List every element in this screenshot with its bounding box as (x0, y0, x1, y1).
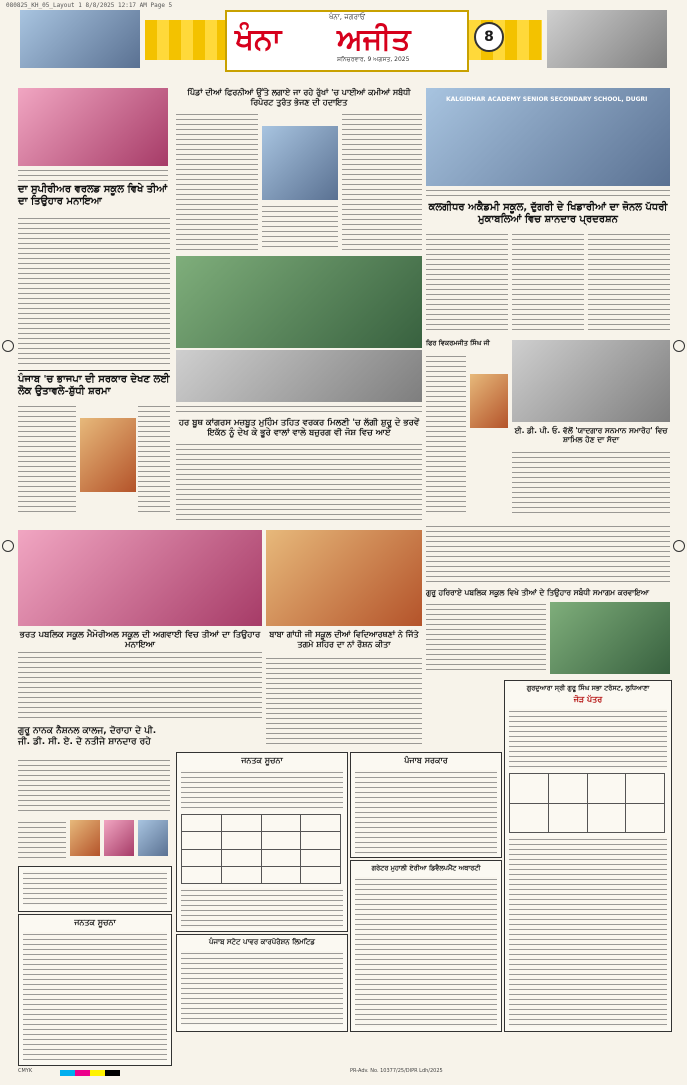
authority-title: ਗਰੇਟਰ ਮੁਹਾਲੀ ਏਰੀਆ ਡਿਵੈਲਪਮੈਂਟ ਅਥਾਰਟੀ (371, 864, 481, 872)
right-small-body (512, 450, 670, 514)
left1-body (18, 216, 170, 366)
bottom-left2-headline: ਗੁਰੂ ਨਾਨਕ ਨੈਸ਼ਨਲ ਕਾਲਜ, ਦੋਰਾਹਾ ਦੇ ਪੀ. ਜੀ. ਡੀ. ਸੀ. ਏ. ਦੇ ਨਤੀਜੇ ਸ਼ਾਨਦਾਰ ਰਹੇ (18, 726, 157, 747)
left2-headline: ਪੰਜਾਬ 'ਚ ਭਾਜਪਾ ਦੀ ਸਰਕਾਰ ਦੇਖਣ ਲਈ ਲੋਕ ਉਤਾਵਲੇ-ਸ਼ੁੱਧੀ ਸ਼ਰਮਾ (18, 374, 170, 397)
masthead-kicker: ਖੰਨਾ, ਜਗਰਾਓਂ (328, 13, 366, 21)
print-reference: PR-Adv. No. 10377/25/DIPR Ldh/2025 (350, 1068, 443, 1074)
masthead-title-box (225, 10, 469, 72)
gurdwara-table (509, 773, 665, 833)
gurdwara-title: ਗੁਰਦੁਆਰਾ ਸ੍ਰੀ ਗੁਰੂ ਸਿੰਘ ਸਭਾ ਟਰੱਸਟ, ਲੁਧਿਆਣਾ (526, 684, 650, 692)
bottom-right-body (426, 602, 546, 674)
kalgidhar-banner: KALGIDHAR ACADEMY SENIOR SECONDARY SCHOOL, DUGRI (446, 96, 648, 103)
page-number: 8 (474, 22, 504, 52)
bottom-center-body (266, 656, 422, 746)
center-mid-headline: ਹਰ ਬੂਥ ਕਾਂਗਰਸ ਮਜ਼ਬੂਤ ਮੁਹਿੰਮ ਤਹਿਤ ਵਰਕਰ ਮਿਲਣੀ 'ਚ ਲੱਗੀ ਸ਼ੁਰੂ ਦੇ ਭਰਵੇਂ ਇਕੱਠ ਨੂੰ ਦੇਖ ਕੇ ਭੂਰੇ ਵਾਲਾਂ ਵਾਲੇ ਬਜ਼ੁਰਗ ਵੀ ਜੋਸ਼ ਵਿਚ ਆਏ (178, 418, 420, 439)
top-center-body-3 (342, 112, 422, 252)
bottom-left-headline: ਭਰਤ ਪਬਲਿਕ ਸਕੂਲ ਮੈਮੋਰੀਅਲ ਸਕੂਲ ਦੀ ਅਗਵਾਈ ਵਿਚ ਤੀਆਂ ਦਾ ਤਿਉਹਾਰ ਮਨਾਇਆ (19, 630, 261, 651)
group-photo-2 (176, 350, 422, 402)
official-photo (262, 126, 338, 200)
photo-caption (176, 404, 422, 414)
govt-notice-title: ਪੰਜਾਬ ਸਰਕਾਰ (404, 756, 448, 765)
tender-notice (176, 752, 348, 932)
tender-title: ਜਨਤਕ ਸੂਚਨਾ (241, 756, 283, 765)
photo-caption (426, 188, 670, 198)
gurdwara-text-2 (509, 837, 667, 1027)
registration-mark (2, 340, 14, 352)
small-headline: ਫਿਰ ਵਿਕਰਮਜੀਤ ਸਿੰਘ ਜੀ (426, 339, 490, 347)
teej-event-photo (550, 602, 670, 674)
color-bar-label: CMYK (18, 1068, 33, 1074)
tender-text (181, 770, 343, 810)
left1-headline: ਦਾ ਸੁਪੀਰੀਅਰ ਵਰਲਡ ਸਕੂਲ ਵਿਖੇ ਤੀਆਂ ਦਾ ਤਿਉਹਾਰ ਮਨਾਇਆ (18, 184, 168, 207)
govt-notice-text (355, 770, 497, 854)
masthead-left-photo (20, 10, 140, 68)
portrait-photo (470, 374, 508, 428)
tender-text (181, 888, 343, 928)
right-col-body (426, 354, 466, 514)
right1-body-2 (512, 232, 584, 332)
top-center-body (176, 112, 258, 252)
bottom-center-headline: ਬਾਬਾ ਗਾਂਧੀ ਜੀ ਸਕੂਲ ਦੀਆਂ ਵਿਦਿਆਰਥਣਾਂ ਨੇ ਜਿੱਤੇ ਤਗਮੇ ਸ਼ਹਿਰ ਦਾ ਨਾਂ ਰੌਸ਼ਨ ਕੀਤਾ (269, 630, 419, 649)
page-slug: 080825_KH_05_Layout 1 8/8/2025 12:17 AM Page 5 (6, 2, 173, 9)
notice-text (23, 932, 167, 1060)
student-photo (104, 820, 134, 856)
registration-mark (673, 340, 685, 352)
student-photo (70, 820, 100, 856)
right1-body (426, 232, 508, 332)
pspcl-title: ਪੰਜਾਬ ਸਟੇਟ ਪਾਵਰ ਕਾਰਪੋਰੇਸ਼ਨ ਲਿਮਟਿਡ (209, 938, 315, 946)
divider (18, 370, 170, 371)
bharat-school-photo (18, 530, 262, 626)
center-mid-body (176, 442, 422, 522)
kalgidhar-team-photo (426, 88, 670, 186)
photo-caption (18, 168, 168, 182)
masthead-date: ਸ਼ਨਿਚਰਵਾਰ, 9 ਅਗਸਤ, 2025 (337, 56, 410, 63)
registration-mark (673, 540, 685, 552)
right-mid-body (426, 524, 670, 586)
student-photo (138, 820, 168, 856)
notice-box-2 (18, 914, 172, 1066)
group-photo-1 (176, 256, 422, 348)
medal-winners-photo (266, 530, 422, 626)
school-teej-photo (18, 88, 168, 166)
pspcl-text (181, 951, 343, 1025)
bottom-left2-body-2 (18, 820, 66, 860)
color-bar (60, 1070, 120, 1076)
authority-notice (350, 860, 502, 1032)
masthead (20, 10, 667, 72)
bottom-right-headline: ਗੁਰੂ ਹਰਿਰਾਏ ਪਬਲਿਕ ਸਕੂਲ ਵਿਖੇ ਤੀਆਂ ਦੇ ਤਿਉਹਾਰ ਸਬੰਧੀ ਸਮਾਗਮ ਕਰਵਾਇਆ (426, 588, 650, 597)
right-small-headline: ਈ. ਡੀ. ਪੀ. ਓ. ਵੱਲੋਂ 'ਯਾਦਗਾਰ ਸਨਮਾਨ ਸਮਾਰੋਹ' ਵਿਚ ਸ਼ਾਮਿਲ ਹੋਣ ਦਾ ਸੱਦਾ (514, 426, 668, 444)
pspcl-ad (176, 934, 348, 1032)
gurdwara-subhead: ਜੋੜ ਪੱਤਰ (573, 695, 603, 704)
registration-mark (2, 540, 14, 552)
bottom-left2-body (18, 758, 170, 814)
left2-body (18, 404, 76, 514)
portrait-photo (80, 418, 136, 492)
tender-table (181, 814, 341, 884)
authority-text (355, 877, 497, 1027)
event-photo (512, 340, 670, 422)
masthead-title-khanna: ਖੰਨਾ (235, 22, 282, 57)
masthead-title-ajit: ਅਜੀਤ (337, 22, 411, 57)
gurdwara-text (509, 709, 667, 769)
top-center-headline: ਪਿੰਡਾਂ ਦੀਆਂ ਫਿਰਨੀਆਂ ਉੱਤੇ ਲਗਾਏ ਜਾ ਰਹੇ ਰੁੱਖਾਂ 'ਚ ਪਾਈਆਂ ਕਮੀਆਂ ਸਬੰਧੀ ਰਿਪੋਰਟ ਤੁਰੰਤ ਭੇਜਣ ਦੀ ਹਦਾਇਤ (187, 88, 411, 107)
bottom-left-body (18, 650, 262, 720)
left2-body-2 (138, 404, 170, 514)
masthead-right-photo (547, 10, 667, 68)
right1-body-3 (588, 232, 670, 332)
gurdwara-notice (504, 680, 672, 1032)
right1-headline: ਕਲਗੀਧਰ ਅਕੈਡਮੀ ਸਕੂਲ, ਦੁੱਗਰੀ ਦੇ ਖਿਡਾਰੀਆਂ ਦਾ ਜ਼ੋਨਲ ਪੱਧਰੀ ਮੁਕਾਬਲਿਆਂ ਵਿਚ ਸ਼ਾਨਦਾਰ ਪ੍ਰਦਰਸ਼ਨ (428, 202, 668, 225)
notice-box (18, 866, 172, 912)
govt-notice (350, 752, 502, 858)
notice-text (23, 871, 167, 905)
notice-title: ਜਨਤਕ ਸੂਚਨਾ (74, 918, 116, 927)
top-center-body-2 (262, 204, 338, 250)
